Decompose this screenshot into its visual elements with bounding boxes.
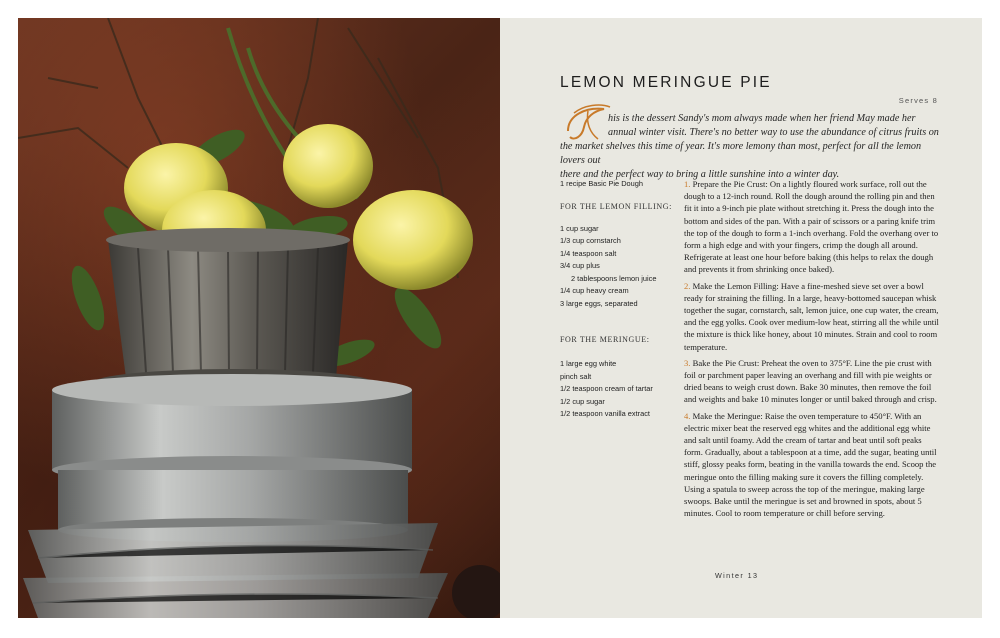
filling-heading: FOR THE LEMON FILLING: xyxy=(560,201,672,211)
ingredient-item: 1/2 teaspoon vanilla extract xyxy=(560,409,650,418)
serves-label: Serves 8 xyxy=(898,96,938,105)
step-text: Prepare the Pie Crust: On a lightly floured work surface, roll out the dough to a 12-inch round. Roll the dough around the rolling pin and then fit it into a 9-inch pie plate without stretching it. Press the dough into the bottom and sides of the pan. With a pair of scissors or a paring knife trim the top of the dough to form a 1-inch overhang. Fold the overhang over to form a high edge and with your fingers, crimp the dough all around. Refrigerate at least one hour before baking (this helps to relax the dough and prevents it from shrinking once baked). xyxy=(684,179,939,275)
page-footer: Winter 13 xyxy=(715,571,759,580)
lemon-photo xyxy=(18,18,500,618)
ingredient-item: 3/4 cup plus xyxy=(560,261,600,270)
meringue-heading: FOR THE MERINGUE: xyxy=(560,335,650,344)
lemons-on-pans-illustration xyxy=(18,18,500,618)
book-spread xyxy=(18,18,982,618)
ingredient-item: 1/4 teaspoon salt xyxy=(560,248,617,258)
step-number: 2. xyxy=(684,280,691,291)
step-number: 4. xyxy=(684,410,691,421)
step-3 xyxy=(684,357,940,406)
step-text: Bake the Pie Crust: Preheat the oven to 375°F. Line the pie crust with foil or parchment paper leaving an overhang and fill with pie weights or dried beans to weigh crust down. Bake 30 minutes, then remove the foil and weights and bake 10 minutes longer or until baked through and crisp. xyxy=(684,357,937,405)
step-1 xyxy=(684,178,940,276)
intro-line-2: annual winter visit. There's no better way to use the abundance of citrus fruits on xyxy=(608,127,939,138)
ingredient-item: 1 large egg white xyxy=(560,359,617,368)
step-text: Make the Lemon Filling: Have a fine-meshed sieve set over a bowl ready for straining the filling. In a large, heavy-bottomed saucepan whisk together the sugar, cornstarch, salt, lemon juice, one cup water, the cream, and the egg yolks. Cook over medium-low heat, stirring all the while until the mixture is thick like honey, about 10 minutes. Strain and cool to room temperature. xyxy=(684,280,939,352)
method-steps xyxy=(684,178,940,523)
ingredient-item: 1 cup sugar xyxy=(560,223,599,233)
ingredient-list xyxy=(560,178,680,421)
step-number: 1. xyxy=(684,179,691,189)
recipe-title: LEMON MERINGUE PIE xyxy=(560,74,772,91)
step-number: 3. xyxy=(684,357,691,368)
ingredient-item: 2 tablespoons lemon juice xyxy=(571,273,657,283)
ingredient-item: 1/2 teaspoon cream of tartar xyxy=(560,384,653,393)
intro-line-3: the market shelves this time of year. It's more lemony than most, perfect for all the lemon lovers out xyxy=(560,141,922,166)
ingredient-item: 1/4 cup heavy cream xyxy=(560,286,629,295)
ingredient-item: pinch salt xyxy=(560,371,592,381)
ingredient-crust: 1 recipe Basic Pie Dough xyxy=(560,179,643,188)
ingredient-item: 1/2 cup sugar xyxy=(560,396,605,406)
intro-line-4: there and the perfect way to bring a little sunshine into a winter day. xyxy=(560,169,840,180)
intro-line-1: his is the dessert Sandy's mom always made when her friend May made her xyxy=(608,113,916,124)
step-4 xyxy=(684,410,940,520)
ingredient-item: 3 large eggs, separated xyxy=(560,298,638,308)
step-2 xyxy=(684,280,940,353)
step-text: Make the Meringue: Raise the oven temperature to 450°F. With an electric mixer beat the reserved egg whites and the additional egg white and salt until foamy. Add the cream of tartar and beat until soft peaks form. Gradually, about a tablespoon at a time, add the sugar, beating until stiff, glossy peaks form, beating in the vanilla towards the end. Scoop the meringue onto the filling making sure it covers the filling completely. Using a spatula to sweep across the top of the meringue, making large swoops. Bake until the meringue is set and browned in spots, about 5 minutes. Cool to room temperature or chill before serving. xyxy=(684,410,937,519)
recipe-page xyxy=(500,18,982,618)
recipe-intro xyxy=(560,112,940,182)
ingredient-item: 1/3 cup cornstarch xyxy=(560,236,621,245)
